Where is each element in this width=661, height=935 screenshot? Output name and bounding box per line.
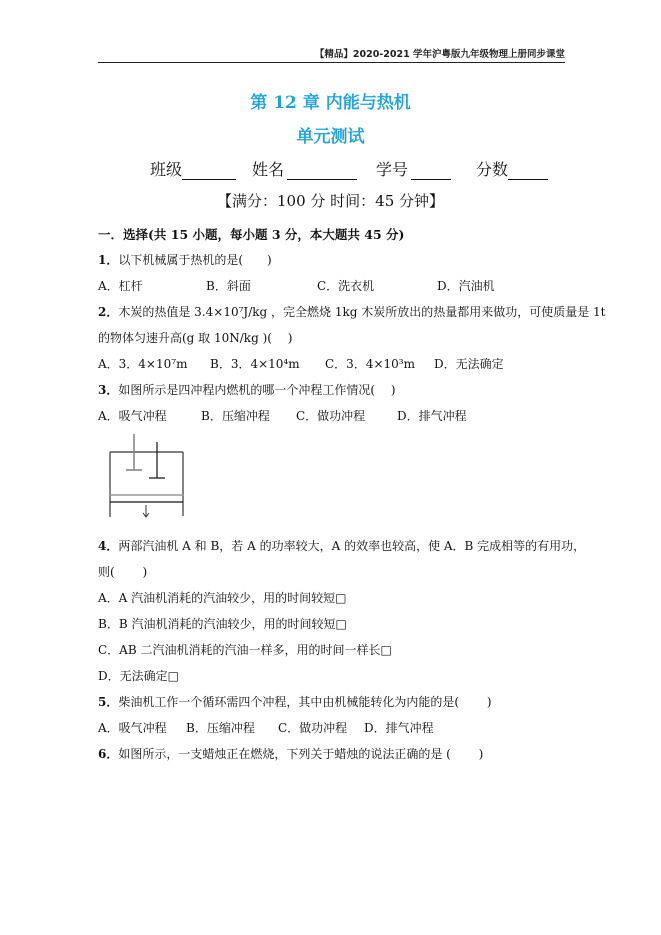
option-d[interactable]: D．排气冲程 xyxy=(397,409,467,423)
option-b[interactable]: B．斜面 xyxy=(206,279,251,293)
option-a[interactable]: A．吸气冲程 xyxy=(98,721,167,735)
score-field xyxy=(476,157,548,180)
score-blank[interactable] xyxy=(508,164,548,180)
option-c[interactable]: C．AB 二汽油机消耗的汽油一样多，用的时间一样长□ xyxy=(98,643,392,657)
section-heading: 一．选择(共 15 小题，每小题 3 分，本大题共 45 分) xyxy=(98,227,405,242)
question-text: 以下机械属于热机的是( ) xyxy=(118,253,272,267)
score-label: 分数 xyxy=(476,160,509,179)
option-a[interactable]: A．3．4×10⁷m xyxy=(98,357,188,371)
question-2-line2: 的物体匀速升高(g 取 10N/kg )( ) xyxy=(98,331,293,345)
question-text: 柴油机工作一个循环需四个冲程，其中由机械能转化为内能的是( ) xyxy=(118,695,492,709)
option-a[interactable]: A．吸气冲程 xyxy=(98,409,167,423)
question-number: 6． xyxy=(98,747,119,761)
test-subtitle: 单元测试 xyxy=(296,127,365,147)
question-1 xyxy=(98,251,272,268)
cylinder-figure xyxy=(98,430,198,522)
question-2 xyxy=(98,303,606,320)
option-b[interactable]: B．B 汽油机消耗的汽油较少，用的时间较短□ xyxy=(98,617,347,631)
option-d[interactable]: D．无法确定 xyxy=(434,357,504,371)
number-label: 学号 xyxy=(376,160,409,179)
number-blank[interactable] xyxy=(411,164,451,180)
question-number: 3． xyxy=(98,383,119,397)
class-blank[interactable] xyxy=(182,164,236,180)
question-text: 如图所示是四冲程内燃机的哪一个冲程工作情况( ) xyxy=(118,383,396,397)
name-blank[interactable] xyxy=(287,164,357,180)
class-field xyxy=(150,157,236,180)
question-text: 两部汽油机 A 和 B，若 A 的功率较大，A 的效率也较高，使 A．B 完成相等的有用功， xyxy=(118,539,586,553)
option-b[interactable]: B．压缩冲程 xyxy=(186,721,255,735)
name-label: 姓名 xyxy=(252,160,285,179)
option-c[interactable]: C．做功冲程 xyxy=(278,721,348,735)
option-a[interactable]: A．杠杆 xyxy=(98,279,143,293)
option-c[interactable]: C．做功冲程 xyxy=(296,409,366,423)
question-4-line2: 则( ) xyxy=(98,565,148,579)
question-3 xyxy=(98,381,396,398)
option-d[interactable]: D．无法确定□ xyxy=(98,669,179,683)
page-header: 【精品】2020-2021 学年沪粤版九年级物理上册同步课堂 xyxy=(314,49,565,60)
option-d[interactable]: D．汽油机 xyxy=(437,279,495,293)
chapter-title: 第 12 章 内能与热机 xyxy=(250,93,411,113)
option-b[interactable]: B．压缩冲程 xyxy=(201,409,270,423)
option-b[interactable]: B．3．4×10⁴m xyxy=(210,357,300,371)
question-text: 如图所示，一支蜡烛正在燃烧，下列关于蜡烛的说法正确的是 ( ) xyxy=(118,747,484,761)
question-text: 木炭的热值是 3.4×10⁷J/kg ，完全燃烧 1kg 木炭所放出的热量都用来做功，可使质量是 1t xyxy=(118,305,606,319)
option-a[interactable]: A．A 汽油机消耗的汽油较少，用的时间较短□ xyxy=(98,591,347,605)
header-divider xyxy=(98,62,565,63)
option-c[interactable]: C．洗衣机 xyxy=(317,279,375,293)
question-number: 5． xyxy=(98,695,119,709)
question-number: 4． xyxy=(98,539,119,553)
question-6 xyxy=(98,745,483,762)
option-d[interactable]: D．排气冲程 xyxy=(364,721,434,735)
option-c[interactable]: C．3．4×10³m xyxy=(325,357,415,371)
engine-cylinder-diagram xyxy=(98,430,198,526)
name-field xyxy=(252,157,357,180)
question-5 xyxy=(98,693,492,710)
number-field xyxy=(376,157,451,180)
question-number: 2． xyxy=(98,305,119,319)
question-number: 1． xyxy=(98,253,119,267)
scoring-info: 【满分：100 分 时间：45 分钟】 xyxy=(216,192,445,210)
class-label: 班级 xyxy=(150,160,183,179)
question-4 xyxy=(98,537,585,554)
